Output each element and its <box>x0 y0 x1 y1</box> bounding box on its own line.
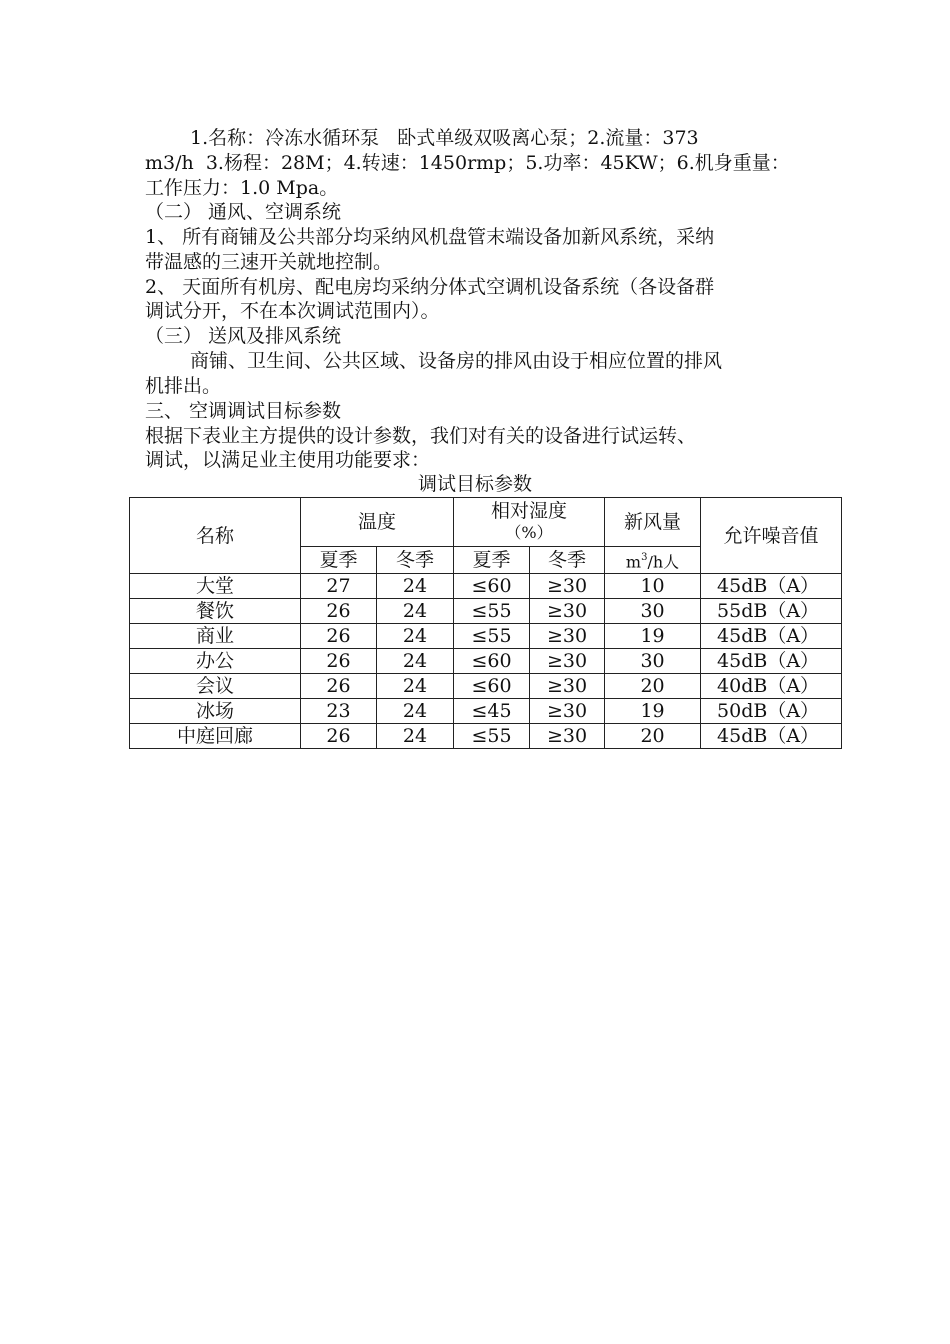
cell-temp-summer: 23 <box>301 699 377 724</box>
cell-temp-winter: 24 <box>377 649 454 674</box>
target-parameters-table <box>129 497 842 749</box>
cell-temp-winter: 24 <box>377 624 454 649</box>
cell-temp-winter: 24 <box>377 574 454 599</box>
header-noise: 允许噪音值 <box>701 498 842 574</box>
cell-name: 冰场 <box>130 699 301 724</box>
paragraph-intro-cont: 调试，以满足业主使用功能要求： <box>145 449 431 471</box>
cell-name: 中庭回廊 <box>130 724 301 749</box>
cell-fresh-air: 19 <box>605 699 701 724</box>
cell-noise: 50dB（A） <box>701 699 842 724</box>
table-row <box>130 649 842 674</box>
section-heading-exhaust: （三） 送风及排风系统 <box>145 325 342 347</box>
cell-temp-winter: 24 <box>377 599 454 624</box>
header-fresh-air: 新风量 <box>605 498 701 547</box>
cell-humidity-summer: ≤55 <box>454 624 530 649</box>
cell-fresh-air: 20 <box>605 724 701 749</box>
header-temperature: 温度 <box>301 498 454 547</box>
cell-fresh-air: 20 <box>605 674 701 699</box>
cell-temp-winter: 24 <box>377 699 454 724</box>
cell-humidity-summer: ≤55 <box>454 724 530 749</box>
cell-fresh-air: 10 <box>605 574 701 599</box>
cell-name: 办公 <box>130 649 301 674</box>
paragraph-item-2: 2、 天面所有机房、配电房均采纳分体式空调机设备系统（各设备群 <box>145 276 715 298</box>
cell-noise: 45dB（A） <box>701 624 842 649</box>
cell-humidity-winter: ≥30 <box>530 574 605 599</box>
table-body <box>130 574 842 749</box>
paragraph-item-2-cont: 调试分开，不在本次调试范围内）。 <box>145 300 440 322</box>
paragraph-pump-spec: 1.名称：冷冻水循环泵 卧式单级双吸离心泵；2.流量：373 <box>190 127 699 149</box>
cell-noise: 40dB（A） <box>701 674 842 699</box>
cell-temp-summer: 26 <box>301 674 377 699</box>
paragraph-exhaust-cont: 机排出。 <box>145 375 222 397</box>
cell-humidity-summer: ≤60 <box>454 649 530 674</box>
header-humidity-winter: 冬季 <box>530 547 605 574</box>
cell-humidity-winter: ≥30 <box>530 724 605 749</box>
cell-name: 商业 <box>130 624 301 649</box>
table-row <box>130 674 842 699</box>
cell-humidity-winter: ≥30 <box>530 699 605 724</box>
section-heading-targets: 三、 空调调试目标参数 <box>145 400 342 422</box>
table-row <box>130 699 842 724</box>
paragraph-item-1: 1、 所有商铺及公共部分均采纳风机盘管末端设备加新风系统，采纳 <box>145 226 715 248</box>
header-humidity-unit: （%） <box>505 523 553 542</box>
header-humidity <box>454 498 605 547</box>
cell-temp-summer: 27 <box>301 574 377 599</box>
cell-temp-summer: 26 <box>301 624 377 649</box>
cell-temp-winter: 24 <box>377 724 454 749</box>
cell-humidity-winter: ≥30 <box>530 624 605 649</box>
header-temp-summer: 夏季 <box>301 547 377 574</box>
cell-temp-winter: 24 <box>377 674 454 699</box>
cell-humidity-winter: ≥30 <box>530 649 605 674</box>
cell-temp-summer: 26 <box>301 724 377 749</box>
cell-noise: 45dB（A） <box>701 724 842 749</box>
header-humidity-summer: 夏季 <box>454 547 530 574</box>
cell-humidity-summer: ≤45 <box>454 699 530 724</box>
cell-noise: 45dB（A） <box>701 574 842 599</box>
header-temp-winter: 冬季 <box>377 547 454 574</box>
cell-temp-summer: 26 <box>301 649 377 674</box>
paragraph-working-pressure: 工作压力：1.0 Mpa。 <box>145 177 339 199</box>
unit-superscript: 3 <box>641 552 648 563</box>
unit-rest: /h人 <box>647 552 680 572</box>
cell-humidity-winter: ≥30 <box>530 674 605 699</box>
cell-fresh-air: 30 <box>605 649 701 674</box>
cell-noise: 55dB（A） <box>701 599 842 624</box>
paragraph-item-1-cont: 带温感的三速开关就地控制。 <box>145 251 393 273</box>
unit-base: m <box>625 552 642 572</box>
cell-fresh-air: 19 <box>605 624 701 649</box>
cell-humidity-summer: ≤55 <box>454 599 530 624</box>
header-name: 名称 <box>130 498 301 574</box>
cell-humidity-winter: ≥30 <box>530 599 605 624</box>
header-fresh-air-unit <box>605 547 701 574</box>
cell-humidity-summer: ≤60 <box>454 574 530 599</box>
header-humidity-label: 相对湿度 <box>491 500 568 522</box>
section-heading-ventilation: （二） 通风、空调系统 <box>145 201 342 223</box>
cell-noise: 45dB（A） <box>701 649 842 674</box>
paragraph-exhaust: 商铺、卫生间、公共区域、设备房的排风由设于相应位置的排风 <box>190 350 723 372</box>
cell-humidity-summer: ≤60 <box>454 674 530 699</box>
paragraph-pump-spec-cont: m3/h 3.杨程：28M；4.转速：1450rmp；5.功率：45KW；6.机身重量： <box>145 152 790 174</box>
cell-fresh-air: 30 <box>605 599 701 624</box>
table-row <box>130 624 842 649</box>
cell-name: 大堂 <box>130 574 301 599</box>
table-row <box>130 574 842 599</box>
table-row <box>130 599 842 624</box>
table-caption: 调试目标参数 <box>417 473 532 495</box>
cell-name: 餐饮 <box>130 599 301 624</box>
table-row <box>130 724 842 749</box>
paragraph-intro: 根据下表业主方提供的设计参数，我们对有关的设备进行试运转、 <box>145 425 697 447</box>
cell-temp-summer: 26 <box>301 599 377 624</box>
cell-name: 会议 <box>130 674 301 699</box>
